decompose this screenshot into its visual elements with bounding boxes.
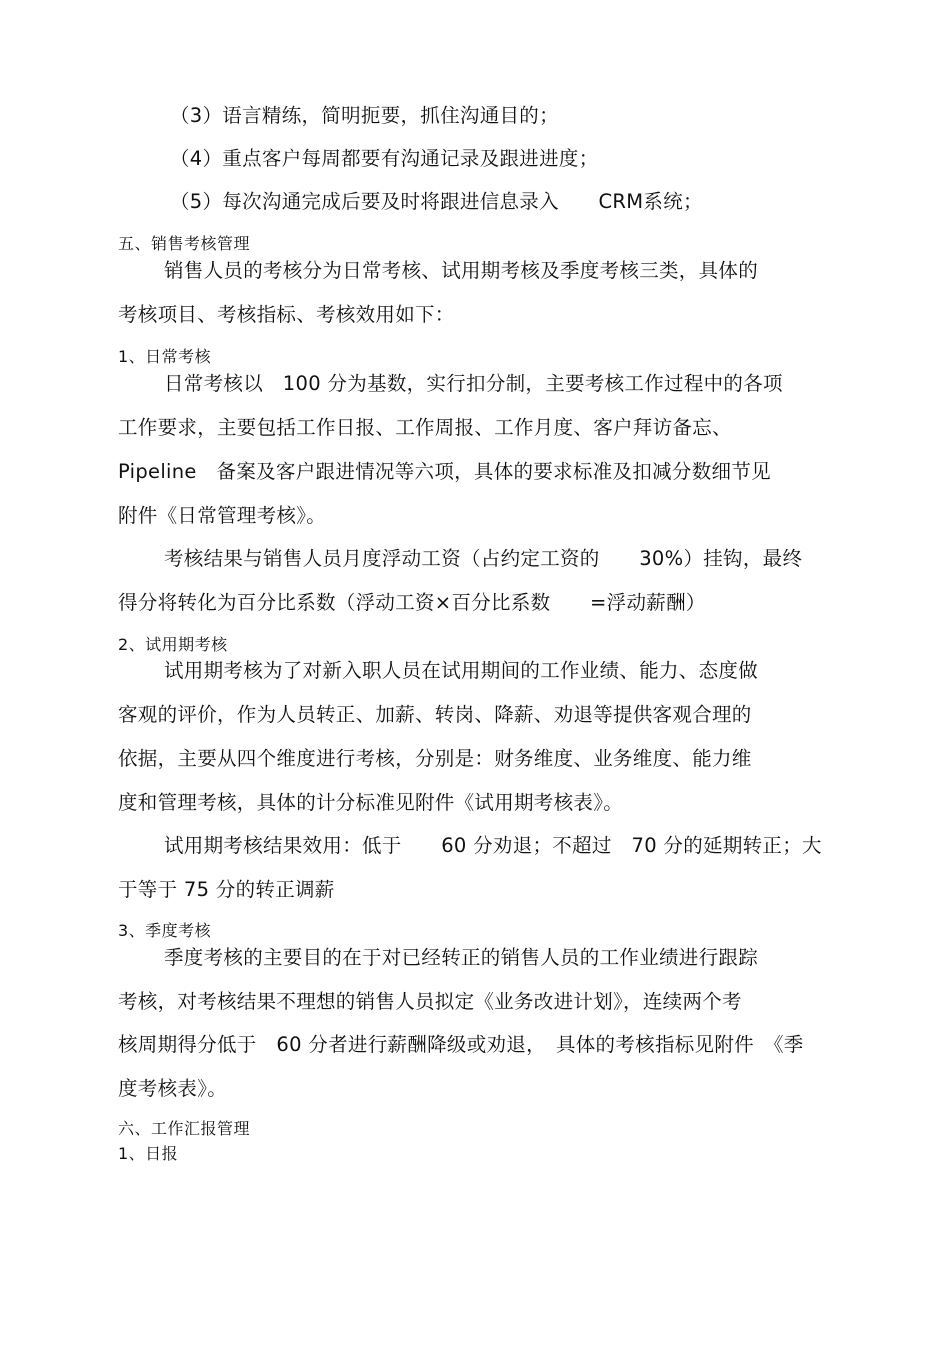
daily-p1-line-3: Pipeline 备案及客户跟进情况等六项，具体的要求标准及扣减分数细节见 (118, 460, 771, 483)
trial-p1-line-4: 度和管理考核，具体的计分标准见附件《试用期考核表》。 (118, 791, 624, 814)
list-item-5: （5）每次沟通完成后要及时将跟进信息录入 CRM系统； (170, 190, 703, 213)
trial-p2-line-2: 于等于 75 分的转正调薪 (118, 878, 335, 901)
daily-p2-line-2: 得分将转化为百分比系数（浮动工资×百分比系数 =浮动薪酬） (118, 591, 706, 614)
trial-review-heading: 2、试用期考核 (118, 635, 228, 654)
daily-p1-line-4: 附件《日常管理考核》。 (118, 504, 327, 527)
daily-review-heading: 1、日常考核 (118, 347, 212, 366)
trial-p2-line-1: 试用期考核结果效用：低于 60 分劝退；不超过 70 分的延期转正；大 (164, 834, 822, 857)
list-item-4: （4）重点客户每周都要有沟通记录及跟进进度； (170, 147, 599, 170)
trial-p1-line-1: 试用期考核为了对新入职人员在试用期间的工作业绩、能力、态度做 (164, 659, 759, 682)
quarterly-review-heading: 3、季度考核 (118, 921, 212, 940)
quarterly-p1-line-1: 季度考核的主要目的在于对已经转正的销售人员的工作业绩进行跟踪 (164, 946, 759, 969)
daily-p1-line-2: 工作要求，主要包括工作日报、工作周报、工作月度、客户拜访备忘、 (118, 416, 732, 439)
daily-report-heading: 1、日报 (118, 1144, 179, 1163)
section-5-heading: 五、销售考核管理 (118, 234, 251, 253)
quarterly-p1-line-4: 度考核表》。 (118, 1077, 228, 1100)
section-6-heading: 六、工作汇报管理 (118, 1119, 251, 1138)
trial-p1-line-2: 客观的评价，作为人员转正、加薪、转岗、降薪、劝退等提供客观合理的 (118, 703, 752, 726)
quarterly-p1-line-3: 核周期得分低于 60 分者进行薪酬降级或劝退， 具体的考核指标见附件 《季 (118, 1033, 804, 1056)
trial-p1-line-3: 依据，主要从四个维度进行考核，分别是：财务维度、业务维度、能力维 (118, 747, 752, 770)
daily-p1-line-1: 日常考核以 100 分为基数，实行扣分制，主要考核工作过程中的各项 (164, 372, 783, 395)
daily-p2-line-1: 考核结果与销售人员月度浮动工资（占约定工资的 30%）挂钩，最终 (164, 547, 803, 570)
quarterly-p1-line-2: 考核，对考核结果不理想的销售人员拟定《业务改进计划》，连续两个考 (118, 990, 742, 1013)
section-5-intro-line-2: 考核项目、考核指标、考核效用如下： (118, 303, 455, 326)
section-5-intro-line-1: 销售人员的考核分为日常考核、试用期考核及季度考核三类，具体的 (164, 259, 759, 282)
list-item-3: （3）语言精练，简明扼要，抓住沟通目的； (170, 104, 559, 127)
